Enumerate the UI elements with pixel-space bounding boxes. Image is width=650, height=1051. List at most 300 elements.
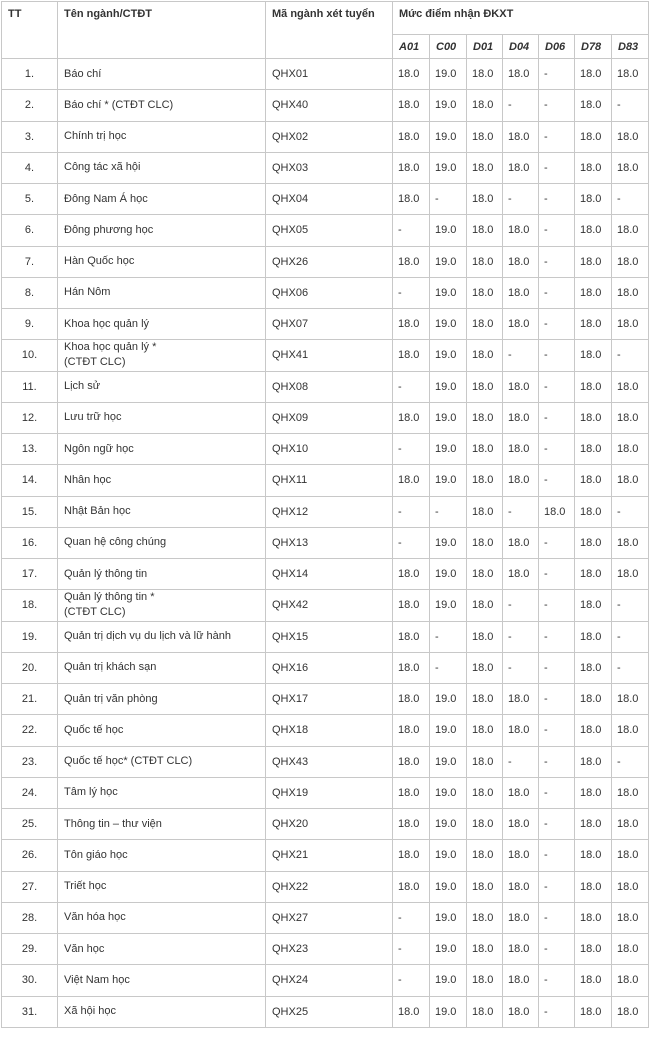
header-major-code: Mã ngành xét tuyển (266, 2, 393, 59)
row-number: 8. (2, 277, 58, 308)
score-cell: 18.0 (612, 434, 649, 465)
score-cell: 18.0 (467, 90, 503, 121)
score-cell: 18.0 (393, 402, 430, 433)
score-cell: 18.0 (612, 246, 649, 277)
major-code: QHX23 (266, 934, 393, 965)
major-code: QHX14 (266, 559, 393, 590)
score-cell: 19.0 (430, 309, 467, 340)
score-cell: 18.0 (575, 59, 612, 90)
score-cell: 18.0 (503, 871, 539, 902)
score-cell: - (430, 621, 467, 652)
score-cell: 19.0 (430, 434, 467, 465)
table-row (2, 184, 649, 215)
score-cell: 18.0 (612, 277, 649, 308)
major-name-line: (CTĐT CLC) (64, 356, 126, 369)
score-cell: - (539, 652, 575, 683)
score-cell: 18.0 (575, 340, 612, 371)
score-cell: 18.0 (393, 559, 430, 590)
score-cell: 19.0 (430, 152, 467, 183)
major-name (58, 684, 266, 715)
table-row (2, 715, 649, 746)
major-code: QHX20 (266, 809, 393, 840)
score-cell: - (539, 684, 575, 715)
row-number: 24. (2, 777, 58, 808)
score-cell: 18.0 (575, 871, 612, 902)
table-row (2, 965, 649, 996)
major-name-line: Quốc tế học* (CTĐT CLC) (64, 755, 193, 768)
score-cell: 18.0 (393, 996, 430, 1027)
score-cell: 19.0 (430, 965, 467, 996)
score-cell: 18.0 (612, 840, 649, 871)
table-row (2, 902, 649, 933)
major-name (58, 90, 266, 121)
score-cell: - (430, 184, 467, 215)
score-cell: 18.0 (467, 340, 503, 371)
score-cell: 18.0 (393, 184, 430, 215)
score-cell: 18.0 (467, 184, 503, 215)
major-name (58, 809, 266, 840)
major-code: QHX41 (266, 340, 393, 371)
row-number: 22. (2, 715, 58, 746)
row-number: 29. (2, 934, 58, 965)
table-row (2, 371, 649, 402)
score-cell: 19.0 (430, 590, 467, 621)
score-cell: 18.0 (393, 715, 430, 746)
score-cell: 18.0 (393, 309, 430, 340)
score-cell: 18.0 (467, 590, 503, 621)
score-cell: - (539, 996, 575, 1027)
score-cell: - (503, 652, 539, 683)
table-row (2, 746, 649, 777)
major-name (58, 902, 266, 933)
major-name-line: Văn học (64, 942, 105, 955)
score-cell: - (612, 621, 649, 652)
score-cell: 19.0 (430, 121, 467, 152)
table-row (2, 559, 649, 590)
score-cell: 18.0 (612, 902, 649, 933)
score-cell: - (393, 527, 430, 558)
score-cell: 18.0 (575, 621, 612, 652)
major-code: QHX25 (266, 996, 393, 1027)
table-row (2, 652, 649, 683)
score-cell: 18.0 (393, 590, 430, 621)
major-name (58, 496, 266, 527)
score-cell: 19.0 (430, 215, 467, 246)
score-cell: 18.0 (503, 684, 539, 715)
score-cell: - (503, 496, 539, 527)
score-cell: - (503, 340, 539, 371)
score-cell: 18.0 (467, 434, 503, 465)
score-cell: 18.0 (503, 965, 539, 996)
score-cell: 19.0 (430, 996, 467, 1027)
major-code: QHX09 (266, 402, 393, 433)
major-name-line: Quan hệ công chúng (64, 536, 167, 549)
score-cell: 18.0 (575, 965, 612, 996)
score-cell: 18.0 (612, 152, 649, 183)
major-code: QHX22 (266, 871, 393, 902)
major-name (58, 215, 266, 246)
score-cell: - (503, 90, 539, 121)
score-cell: 18.0 (503, 902, 539, 933)
major-name-line: Nhân học (64, 473, 112, 486)
score-cell: - (539, 465, 575, 496)
score-cell: 18.0 (575, 277, 612, 308)
score-cell: - (612, 652, 649, 683)
score-cell: 18.0 (612, 715, 649, 746)
score-cell: - (393, 215, 430, 246)
score-cell: 18.0 (575, 90, 612, 121)
row-number: 31. (2, 996, 58, 1027)
score-cell: 18.0 (503, 559, 539, 590)
score-cell: 18.0 (612, 309, 649, 340)
score-cell: 18.0 (393, 340, 430, 371)
score-cell: 18.0 (467, 59, 503, 90)
major-name-line: Hàn Quốc học (64, 255, 135, 268)
score-cell: 18.0 (575, 121, 612, 152)
row-number: 19. (2, 621, 58, 652)
score-cell: - (393, 277, 430, 308)
score-cell: 18.0 (467, 309, 503, 340)
score-cell: 18.0 (393, 777, 430, 808)
score-cell: 18.0 (612, 809, 649, 840)
table-row (2, 309, 649, 340)
table-row (2, 121, 649, 152)
score-cell: - (539, 152, 575, 183)
score-cell: 19.0 (430, 59, 467, 90)
score-cell: - (393, 496, 430, 527)
score-cell: 18.0 (467, 715, 503, 746)
score-cell: 18.0 (393, 652, 430, 683)
major-name (58, 121, 266, 152)
major-name (58, 840, 266, 871)
score-cell: 18.0 (575, 559, 612, 590)
score-cell: 18.0 (612, 871, 649, 902)
major-code: QHX07 (266, 309, 393, 340)
major-code: QHX03 (266, 152, 393, 183)
major-name-line: Quản lý thông tin * (64, 591, 155, 604)
score-cell: - (539, 840, 575, 871)
major-name-line: Đông phương học (64, 223, 154, 236)
table-row (2, 996, 649, 1027)
score-cell: - (539, 246, 575, 277)
score-cell: 18.0 (575, 809, 612, 840)
score-cell: 18.0 (575, 996, 612, 1027)
score-cell: 18.0 (503, 121, 539, 152)
major-name (58, 246, 266, 277)
score-cell: 18.0 (575, 496, 612, 527)
major-name (58, 434, 266, 465)
major-code: QHX04 (266, 184, 393, 215)
major-code: QHX02 (266, 121, 393, 152)
table-row (2, 59, 649, 90)
score-cell: - (612, 184, 649, 215)
score-cell: 18.0 (467, 215, 503, 246)
header-major-name: Tên ngành/CTĐT (58, 2, 266, 59)
row-number: 26. (2, 840, 58, 871)
score-cell: 18.0 (575, 934, 612, 965)
header-subject: D78 (575, 35, 612, 59)
major-code: QHX42 (266, 590, 393, 621)
score-cell: 18.0 (612, 777, 649, 808)
score-cell: 18.0 (575, 840, 612, 871)
major-name (58, 340, 266, 371)
row-number: 17. (2, 559, 58, 590)
score-cell: - (503, 590, 539, 621)
score-cell: 19.0 (430, 246, 467, 277)
major-name (58, 59, 266, 90)
score-cell: 19.0 (430, 402, 467, 433)
score-cell: - (393, 434, 430, 465)
score-cell: - (539, 371, 575, 402)
major-name-line: Công tác xã hội (64, 161, 141, 174)
score-cell: 18.0 (467, 402, 503, 433)
major-name (58, 152, 266, 183)
score-cell: 18.0 (467, 871, 503, 902)
table-row (2, 684, 649, 715)
row-number: 4. (2, 152, 58, 183)
score-cell: 18.0 (575, 402, 612, 433)
row-number: 28. (2, 902, 58, 933)
table-row (2, 840, 649, 871)
row-number: 9. (2, 309, 58, 340)
table-row (2, 777, 649, 808)
row-number: 13. (2, 434, 58, 465)
score-cell: - (539, 340, 575, 371)
score-cell: 18.0 (503, 777, 539, 808)
score-cell: - (612, 90, 649, 121)
major-name-line: Quốc tế học (64, 723, 124, 736)
major-name-line: (CTĐT CLC) (64, 606, 126, 619)
major-code: QHX40 (266, 90, 393, 121)
score-cell: - (393, 371, 430, 402)
score-cell: 18.0 (612, 402, 649, 433)
score-cell: 19.0 (430, 777, 467, 808)
score-cell: 18.0 (393, 621, 430, 652)
major-code: QHX13 (266, 527, 393, 558)
row-number: 23. (2, 746, 58, 777)
table-row (2, 465, 649, 496)
score-cell: 18.0 (503, 277, 539, 308)
score-cell: 19.0 (430, 465, 467, 496)
major-name (58, 965, 266, 996)
major-name (58, 777, 266, 808)
score-cell: 19.0 (430, 840, 467, 871)
major-name-line: Lịch sử (64, 380, 101, 393)
score-cell: 18.0 (467, 777, 503, 808)
score-cell: - (539, 434, 575, 465)
score-cell: 19.0 (430, 684, 467, 715)
score-cell: 19.0 (430, 715, 467, 746)
score-cell: - (539, 402, 575, 433)
score-cell: - (539, 90, 575, 121)
major-code: QHX27 (266, 902, 393, 933)
score-cell: 18.0 (503, 996, 539, 1027)
score-cell: 18.0 (503, 434, 539, 465)
major-name-line: Xã hội học (64, 1005, 116, 1018)
score-cell: 18.0 (467, 559, 503, 590)
major-code: QHX12 (266, 496, 393, 527)
score-cell: 18.0 (575, 902, 612, 933)
score-cell: 18.0 (393, 465, 430, 496)
table-row (2, 277, 649, 308)
score-cell: 18.0 (467, 746, 503, 777)
score-cell: 19.0 (430, 809, 467, 840)
table-row (2, 402, 649, 433)
major-code: QHX21 (266, 840, 393, 871)
score-cell: 18.0 (503, 527, 539, 558)
score-cell: - (393, 902, 430, 933)
score-cell: 18.0 (393, 809, 430, 840)
score-cell: - (612, 496, 649, 527)
score-cell: 18.0 (503, 934, 539, 965)
score-cell: 18.0 (467, 277, 503, 308)
major-name-line: Quản lý thông tin (64, 567, 148, 580)
major-name (58, 184, 266, 215)
score-cell: 18.0 (467, 496, 503, 527)
table-row (2, 590, 649, 621)
score-cell: 18.0 (612, 996, 649, 1027)
score-cell: - (539, 184, 575, 215)
major-name (58, 559, 266, 590)
header-subject: D01 (467, 35, 503, 59)
major-name (58, 746, 266, 777)
score-cell: - (539, 59, 575, 90)
score-cell: - (539, 527, 575, 558)
score-cell: 19.0 (430, 340, 467, 371)
table-header (2, 2, 649, 59)
score-cell: 18.0 (575, 434, 612, 465)
major-code: QHX15 (266, 621, 393, 652)
score-cell: 18.0 (575, 652, 612, 683)
major-name-line: Quản trị dịch vụ du lịch và lữ hành (64, 630, 231, 643)
score-cell: 18.0 (467, 121, 503, 152)
score-cell: 18.0 (575, 371, 612, 402)
score-cell: - (539, 559, 575, 590)
row-number: 12. (2, 402, 58, 433)
score-cell: 18.0 (467, 527, 503, 558)
major-name-line: Báo chí (64, 67, 102, 80)
row-number: 7. (2, 246, 58, 277)
score-cell: 19.0 (430, 277, 467, 308)
score-cell: 18.0 (575, 777, 612, 808)
major-name (58, 527, 266, 558)
major-code: QHX08 (266, 371, 393, 402)
major-name (58, 590, 266, 621)
major-name (58, 652, 266, 683)
score-cell: 18.0 (503, 59, 539, 90)
score-cell: 18.0 (612, 371, 649, 402)
row-number: 1. (2, 59, 58, 90)
score-cell: - (539, 215, 575, 246)
row-number: 16. (2, 527, 58, 558)
score-cell: - (539, 809, 575, 840)
major-code: QHX19 (266, 777, 393, 808)
header-subject: D83 (612, 35, 649, 59)
score-cell: 18.0 (612, 934, 649, 965)
header-tt: TT (2, 2, 58, 59)
row-number: 14. (2, 465, 58, 496)
score-cell: 18.0 (612, 215, 649, 246)
major-name-line: Chính trị học (64, 130, 127, 143)
major-name-line: Khoa học quản lý (64, 317, 150, 330)
score-cell: 18.0 (503, 715, 539, 746)
table-row (2, 809, 649, 840)
major-name (58, 934, 266, 965)
score-cell: - (430, 496, 467, 527)
score-cell: 18.0 (612, 559, 649, 590)
score-cell: 18.0 (575, 746, 612, 777)
score-cell: 18.0 (503, 309, 539, 340)
major-name-line: Đông Nam Á học (64, 192, 148, 205)
score-cell: 18.0 (467, 465, 503, 496)
score-cell: 18.0 (612, 59, 649, 90)
score-cell: 19.0 (430, 371, 467, 402)
score-cell: 18.0 (612, 684, 649, 715)
score-cell: - (539, 871, 575, 902)
score-cell: - (612, 340, 649, 371)
major-code: QHX01 (266, 59, 393, 90)
row-number: 2. (2, 90, 58, 121)
score-cell: - (393, 965, 430, 996)
score-cell: 18.0 (393, 121, 430, 152)
score-cell: 18.0 (467, 965, 503, 996)
table-row (2, 527, 649, 558)
major-name (58, 402, 266, 433)
score-cell: - (539, 590, 575, 621)
score-cell: 18.0 (467, 934, 503, 965)
row-number: 30. (2, 965, 58, 996)
row-number: 18. (2, 590, 58, 621)
table-row (2, 871, 649, 902)
score-cell: 18.0 (575, 590, 612, 621)
major-name (58, 371, 266, 402)
major-name-line: Tôn giáo học (64, 848, 128, 861)
score-cell: 18.0 (575, 309, 612, 340)
row-number: 21. (2, 684, 58, 715)
major-name-line: Khoa học quản lý * (64, 341, 157, 354)
major-name-line: Việt Nam học (64, 973, 130, 986)
score-cell: 18.0 (503, 402, 539, 433)
header-subject: D06 (539, 35, 575, 59)
score-cell: - (539, 121, 575, 152)
score-cell: 19.0 (430, 90, 467, 121)
major-name-line: Thông tin – thư viện (64, 817, 162, 830)
score-cell: 18.0 (393, 840, 430, 871)
row-number: 15. (2, 496, 58, 527)
score-cell: 18.0 (503, 152, 539, 183)
score-cell: - (539, 965, 575, 996)
score-cell: 19.0 (430, 746, 467, 777)
score-cell: 19.0 (430, 527, 467, 558)
row-number: 27. (2, 871, 58, 902)
header-subject: A01 (393, 35, 430, 59)
major-code: QHX16 (266, 652, 393, 683)
table-row (2, 152, 649, 183)
score-cell: 18.0 (467, 684, 503, 715)
score-cell: 19.0 (430, 934, 467, 965)
major-name-line: Quản trị khách sạn (64, 661, 157, 674)
major-name-line: Văn hóa học (64, 911, 126, 924)
major-name-line: Tâm lý học (64, 786, 118, 799)
table-body (2, 59, 649, 1028)
table-row (2, 434, 649, 465)
major-code: QHX24 (266, 965, 393, 996)
score-cell: 18.0 (612, 527, 649, 558)
score-cell: - (393, 934, 430, 965)
score-cell: 18.0 (503, 371, 539, 402)
table-row (2, 621, 649, 652)
score-cell: - (539, 715, 575, 746)
